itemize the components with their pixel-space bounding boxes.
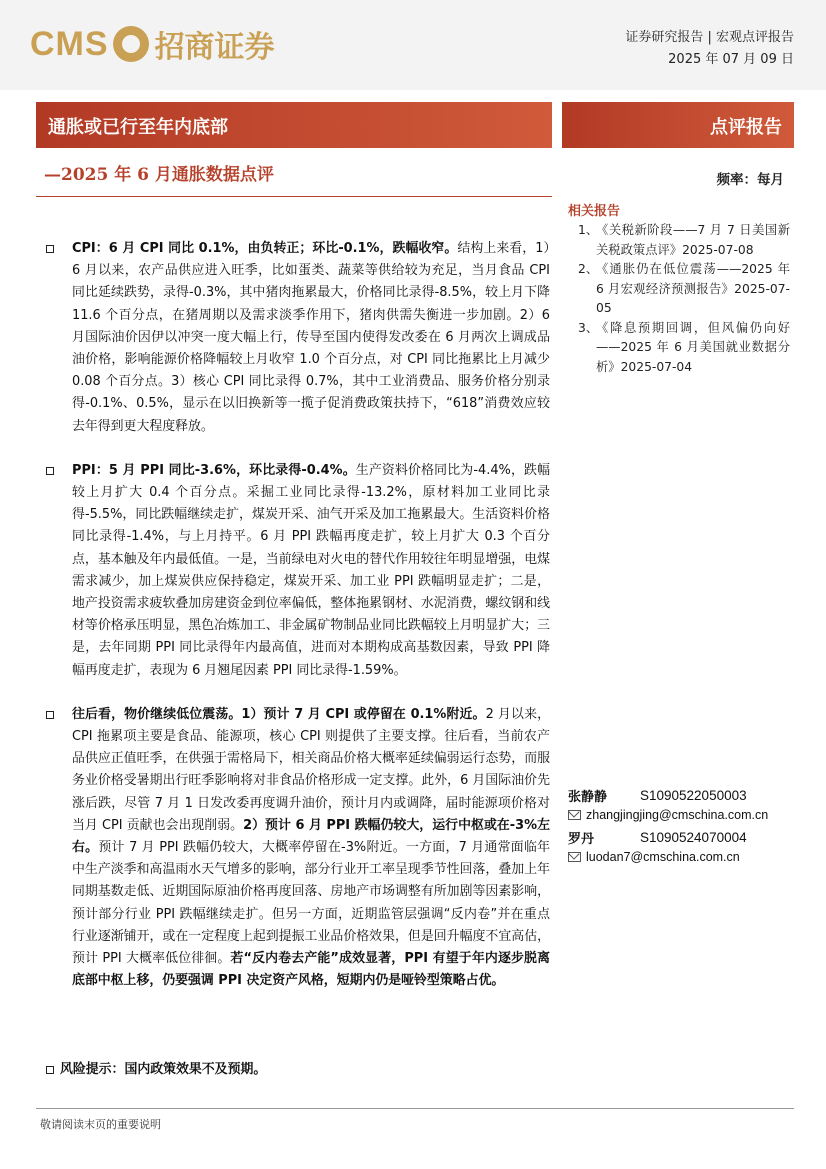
outlook-heading-2: 2）预计 6 月 PPI 跌幅仍较大，运行中枢或在-3%左右。 [72,817,550,856]
ppi-paragraph [44,460,550,682]
logo-mark-icon [113,26,149,62]
mail-icon [568,810,581,820]
subtitle-divider [36,196,552,197]
outlook-paragraph [44,704,550,993]
square-bullet-icon [46,1066,54,1074]
logo [30,22,275,66]
related-reports [568,200,790,377]
related-item[interactable]: 1、 《关税新阶段——7 月 7 日美国新关税政策点评》2025-07-08 [578,223,790,257]
analyst-name: 张静静 [568,790,608,805]
report-type: 证券研究报告 | 宏观点评报告 [625,30,794,45]
frequency: 频率：每月 [716,172,784,188]
analysts [568,786,794,870]
report-date: 2025 年 07 月 09 日 [668,52,794,67]
tag-bar [562,102,794,148]
outlook-conclusion: 若“反内卷去产能”成效显著，PPI 有望于年内逐步脱离底部中枢上移，仍要强调 PPI 决定资产风格，短期内仍是哑铃型策略占优。 [72,951,551,989]
related-item-text: 《降息预期回调，但风偏仍向好——2025 年 6 月美国就业数据分析》2025-07-04 [596,320,790,374]
cpi-heading: CPI：6 月 CPI 同比 0.1%，由负转正；环比-0.1%，跌幅收窄。 [72,241,458,256]
footer-note: 敬请阅读末页的重要说明 [40,1118,161,1131]
related-title: 相关报告 [568,204,621,219]
square-bullet-icon [46,711,54,719]
analyst-id: S1090522050003 [640,788,747,803]
page-title: 通胀或已行至年内底部 [48,117,228,138]
related-item[interactable]: 3、 《降息预期回调，但风偏仍向好——2025 年 6 月美国就业数据分析》2025-07-04 [578,320,790,374]
analyst-card [568,828,794,864]
cpi-paragraph [44,238,550,438]
analyst-name: 罗丹 [568,832,595,847]
outlook-text-2: 预计 7 月 PPI 跌幅仍较大，大概率停留在-3%附近。一方面，7 月通常面临年中生产淡季和高温雨水天气增多的影响，部分行业开工率呈现季节性回落，叠加上年同期基数走低、近期国际原油价格再度回落、房地产市场调整有所加剧等因素影响，预计部分行业 PPI 跌幅继续走扩。但另一方面，近期监管层强调“反内卷”并在重点行业逐渐铺开，或在一定程度上起到提振工业品价格效果，但是回升幅度不宜高估，预计 PPI 大概率低位徘徊。 [72,840,551,967]
analyst-email[interactable]: luodan7@cmschina.com.cn [586,850,740,864]
related-item[interactable]: 2、 《通胀仍在低位震荡——2025 年 6 月宏观经济预测报告》2025-07-05 [578,262,790,315]
related-item-text: 《通胀仍在低位震荡——2025 年 6 月宏观经济预测报告》2025-07-05 [596,262,790,315]
risk-text: 风险提示：国内政策效果不及预期。 [60,1062,267,1077]
report-tag: 点评报告 [710,117,782,138]
outlook-heading: 往后看，物价继续低位震荡。1）预计 7 月 CPI 或停留在 0.1%附近。 [72,706,486,722]
analyst-email[interactable]: zhangjingjing@cmschina.com.cn [586,808,769,822]
risk-warning [46,1058,266,1077]
main-content [44,238,550,1015]
ppi-text: 生产资料价格同比为-4.4%，跌幅较上月扩大 0.4 个百分点。采掘工业同比录得-13.2%，原材料加工业同比录得-5.5%，同比跌幅继续走扩，煤炭开采、油气开采及加工拖累最大。生活资料价格同比录得-1.4%，与上月持平。6 月 PPI 跌幅再度走扩，较上月扩大 0.3 个百分点，基本触及年内最低值。一是，当前绿电对火电的替代作用较往年明显增强，电煤需求减少，加上煤炭供应保持稳定，煤炭开采、加工业 PPI 跌幅明显走扩；二是，地产投资需求疲软叠加房建资金到位率偏低，整体拖累钢材、水泥消费，螺纹钢和线材等价格承压明显，黑色冶炼加工、非金属矿物制品业同比跌幅较上月明显扩大；三是，去年同期 PPI 同比录得年内最高值，进而对本期构成高基数因素，导致 PPI 降幅再度走扩，表现为 6 月翘尾因素 PPI 同比录得-1.59%。 [72,462,550,678]
footer-divider [36,1108,794,1109]
analyst-id: S1090524070004 [640,830,747,845]
cpi-text: 结构上来看，1）6 月以来，农产品供应进入旺季，比如蛋类、蔬菜等供给较为充足，当月食品 CPI 同比延续跌势，录得-0.3%，其中猪肉拖累最大，价格同比录得-8.5%，较上月下降 11.6 个百分点，在猪周期以及需求淡季作用下，猪肉供需失衡进一步加剧。2）6 月国际油价因伊以冲突一度大幅上行，传导至国内使得发改委在 6 月两次上调成品油价格，影响能源价格降幅较上月收窄 1.0 个百分点，对 CPI 同比拖累比上月减少 0.08 个百分点。3）核心 CPI 同比录得 0.7%，其中工业消费品、服务价格分别录得-0.1%、0.5%，显示在以旧换新等一揽子促消费政策扶持下，“618”消费效应较去年得到更大程度释放。 [72,241,550,434]
mail-icon [568,852,581,862]
analyst-card [568,786,794,822]
related-list [568,221,790,377]
square-bullet-icon [46,467,54,475]
outlook-text-1: 2 月以来，CPI 拖累项主要是食品、能源项，核心 CPI 则提供了主要支撑。往后看，当前农产品供应正值旺季，在供强于需格局下，相关商品价格大概率延续偏弱运行态势，而服务业价格受暑期出行旺季影响将对非食品价格形成一定支撑。此外，6 月国际油价先涨后跌，尽管 7 月 1 日发改委再度调升油价，预计月内或调降，届时能源项价格对当月 CPI 贡献也会出现削弱。 [72,706,550,833]
ppi-heading: PPI：5 月 PPI 同比-3.6%，环比录得-0.4%。 [72,462,356,478]
logo-text: CMS [30,24,109,63]
title-bar [36,102,552,148]
subtitle: —2025 年 6 月通胀数据点评 [44,165,274,185]
logo-chinese: 招商证券 [154,30,275,65]
square-bullet-icon [46,245,54,253]
related-item-text: 《关税新阶段——7 月 7 日美国新关税政策点评》2025-07-08 [596,223,790,257]
